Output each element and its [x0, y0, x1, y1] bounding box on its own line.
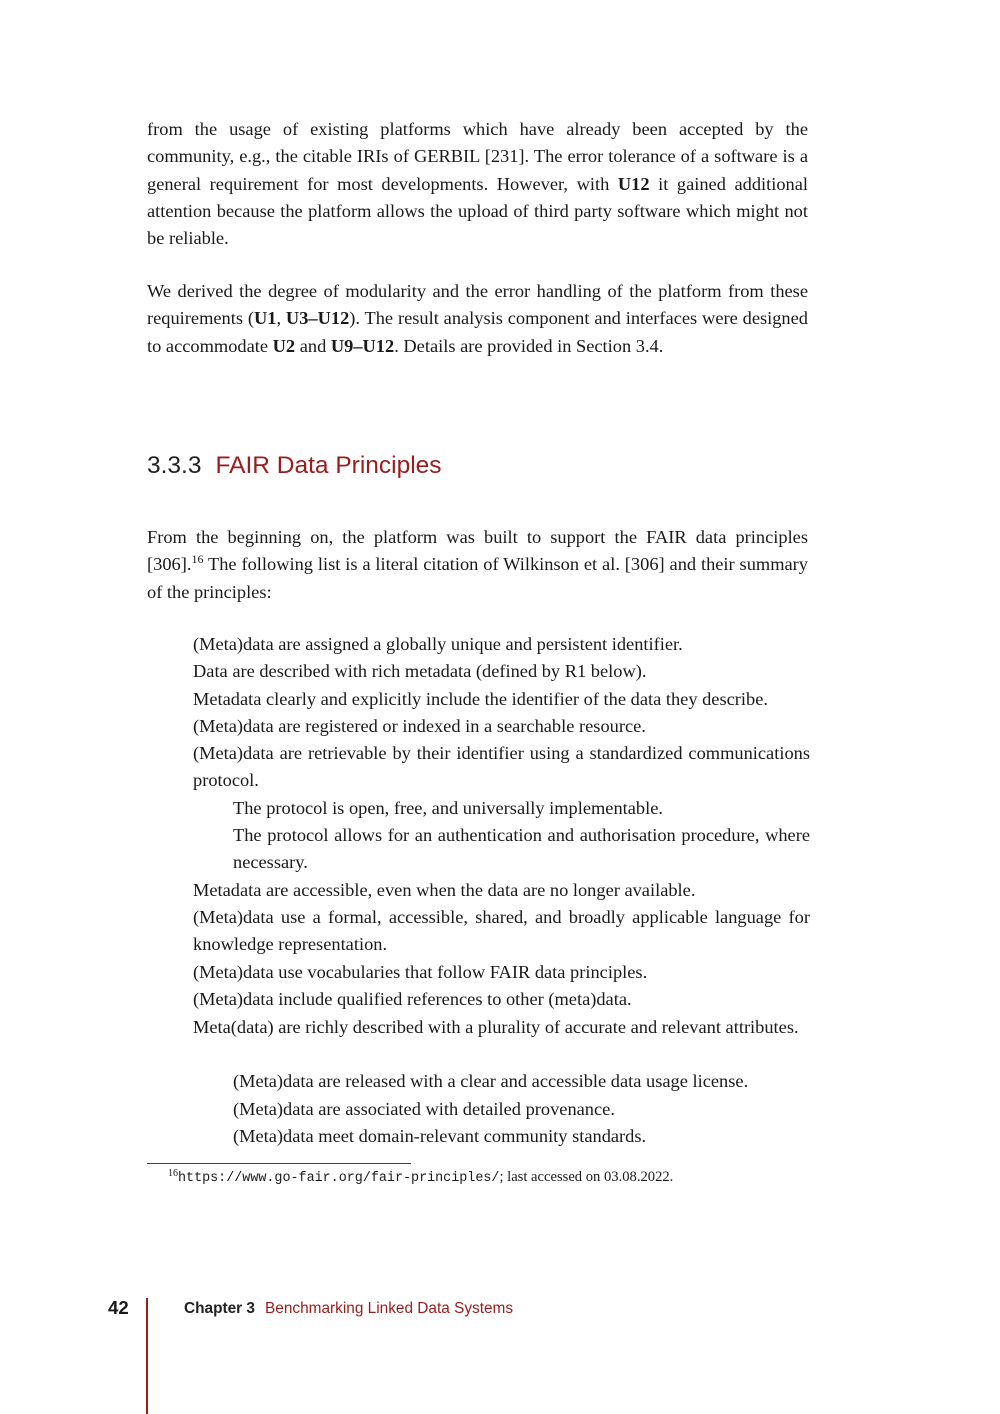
chapter-label: Chapter 3	[184, 1300, 255, 1317]
item-text: (Meta)data are released with a clear and accessible data usage license.	[233, 1071, 749, 1091]
footer-divider	[146, 1298, 148, 1414]
item-text: (Meta)data are assigned a globally unique and persistent identifier.	[193, 634, 683, 654]
item-text: Metadata are accessible, even when the data are no longer available.	[193, 880, 696, 900]
item-text: (Meta)data use vocabularies that follow FAIR data principles.	[193, 962, 648, 982]
item-text: (Meta)data are registered or indexed in a searchable resource.	[193, 716, 646, 736]
section-number: 3.3.3	[147, 452, 202, 479]
item-text: (Meta)data are associated with detailed provenance.	[233, 1099, 615, 1119]
footnote-mark: 16	[168, 1168, 178, 1179]
footnote-marker[interactable]: 16	[191, 552, 204, 567]
item-text: Metadata clearly and explicitly include the identifier of the data they describe.	[193, 689, 768, 709]
paragraph-fair-intro: From the beginning on, the platform was built to support the FAIR data principles [306].$^{16}$ The following list is a literal citation of Wilkinson et al. [306] and their summary of the principles:	[147, 527, 808, 602]
page-number: 42	[108, 1297, 129, 1318]
running-footer	[184, 1300, 513, 1318]
item-text: (Meta)data include qualified references to other (meta)data.	[193, 989, 632, 1009]
footnote-link[interactable]: https://www.go-fair.org/fair-principles/	[178, 1171, 500, 1186]
footnote-divider	[147, 1163, 411, 1164]
section-title: FAIR Data Principles	[215, 452, 442, 479]
item-text: Data are described with rich metadata (defined by R1 below).	[193, 661, 647, 681]
paragraph-requirements: We derived the degree of modularity and the error handling of the platform from these requirements (U1, U3–U12). The result analysis component and interfaces were designed to accommodate U2 and U9–U12. Details are provided in Section 3.4.	[147, 281, 808, 356]
item-text: The protocol allows for an authentication and authorisation procedure, where necessary.	[233, 825, 810, 873]
item-text: (Meta)data are retrievable by their identifier using a standardized communications protocol.	[193, 743, 810, 791]
footnote	[168, 1166, 673, 1190]
item-text: The protocol is open, free, and universally implementable.	[233, 798, 663, 818]
item-text: Meta(data) are richly described with a plurality of accurate and relevant attributes.	[193, 1017, 799, 1037]
item-text: (Meta)data use a formal, accessible, shared, and broadly applicable language for knowledge representation.	[193, 907, 810, 955]
section-heading	[147, 452, 442, 480]
footnote-text: ; last accessed on 03.08.2022.	[499, 1169, 674, 1185]
item-text: (Meta)data meet domain-relevant community standards.	[233, 1126, 647, 1146]
chapter-title: Benchmarking Linked Data Systems	[265, 1300, 514, 1317]
paragraph-intro: from the usage of existing platforms which have already been accepted by the community, e.g., the citable IRIs of GERBIL [231]. The error tolerance of a software is a general requirement for most developments. However, with U12 it gained additional attention because the platform allows the upload of third party software which might not be reliable.	[147, 119, 808, 249]
